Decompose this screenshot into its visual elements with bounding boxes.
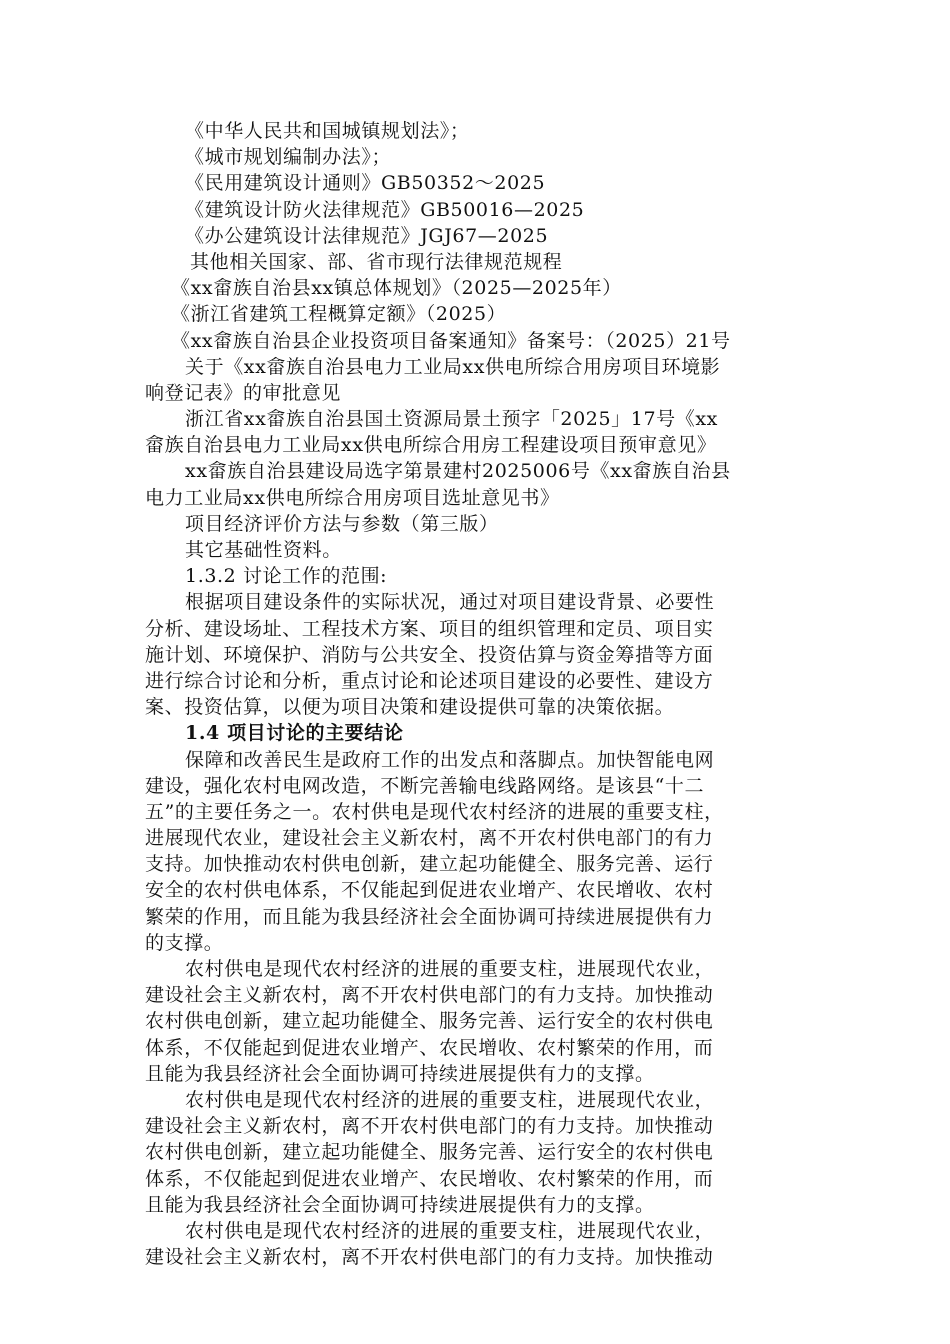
scope-paragraph-line: 分析、建设场址、工程技术方案、项目的组织管理和定员、项目实 [145, 617, 714, 640]
repeat-paragraph-line: 农村供电创新，建立起功能健全、服务完善、运行安全的农村供电 [145, 1141, 714, 1164]
repeat-paragraph-line: 且能为我县经济社会全面协调可持续进展提供有力的支撑。 [145, 1193, 655, 1216]
repeat-paragraph-line: 农村供电是现代农村经济的进展的重要支柱，进展现代农业， [185, 1088, 715, 1111]
conclusion-paragraph-line: 五”的主要任务之一。农村供电是现代农村经济的进展的重要支柱， [145, 800, 724, 823]
repeat-paragraph-line: 体系，不仅能起到促进农业增产、农民增收、农村繁荣的作用，而 [145, 1036, 714, 1059]
ref-land-pre-review: 浙江省xx畲族自治县国土资源局景土预字「2025」17号《xx [185, 408, 718, 431]
ref-office-building-code: 《办公建筑设计法律规范》JGJ67—2025 [185, 224, 549, 247]
repeat-paragraph-line: 体系，不仅能起到促进农业增产、农民增收、农村繁荣的作用，而 [145, 1167, 714, 1190]
ref-site-selection-cont: 电力工业局xx供电所综合用房项目选址意见书》 [145, 486, 560, 509]
scope-paragraph-line: 根据项目建设条件的实际状况，通过对项目建设背景、必要性 [185, 591, 715, 614]
conclusion-paragraph-line: 保障和改善民生是政府工作的出发点和落脚点。加快智能电网 [185, 748, 715, 771]
repeat-paragraph-line: 农村供电是现代农村经济的进展的重要支柱，进展现代农业， [185, 1219, 715, 1242]
ref-environment-approval-cont: 响登记表》的审批意见 [145, 381, 342, 404]
repeat-paragraph-line: 农村供电创新，建立起功能健全、服务完善、运行安全的农村供电 [145, 1010, 714, 1033]
repeat-paragraph-line: 建设社会主义新农村，离不开农村供电部门的有力支持。加快推动 [145, 1115, 714, 1138]
repeat-paragraph-line: 建设社会主义新农村，离不开农村供电部门的有力支持。加快推动 [145, 984, 714, 1007]
repeat-paragraph-line: 农村供电是现代农村经济的进展的重要支柱，进展现代农业， [185, 958, 715, 980]
conclusion-paragraph-line: 进展现代农业，建设社会主义新农村，离不开农村供电部门的有力 [145, 827, 714, 850]
ref-environment-approval: 关于《xx畲族自治县电力工业局xx供电所综合用房项目环境影 [185, 355, 721, 378]
ref-civil-building-code: 《民用建筑设计通则》GB50352～2025 [185, 172, 546, 195]
ref-record-notice: 《xx畲族自治县企业投资项目备案通知》备案号：（2025）21号 [171, 329, 731, 352]
ref-city-planning-method: 《城市规划编制办法》； [185, 146, 392, 169]
ref-budget-quota: 《浙江省建筑工程概算定额》（2025） [171, 303, 507, 326]
scope-paragraph-line: 案、投资估算，以便为项目决策和建设提供可靠的决策依据。 [145, 696, 675, 719]
section-heading-1-4: 1.4 项目讨论的主要结论 [185, 722, 404, 745]
ref-site-selection: xx畲族自治县建设局选字第景建村2025006号《xx畲族自治县 [185, 460, 731, 483]
document-body [145, 118, 815, 1270]
ref-fire-protection-code: 《建筑设计防火法律规范》GB50016—2025 [185, 198, 585, 221]
conclusion-paragraph-line: 的支撑。 [145, 931, 224, 954]
scope-paragraph-line: 施计划、环境保护、消防与公共安全、投资估算与资金筹措等方面 [145, 643, 714, 666]
ref-economic-evaluation: 项目经济评价方法与参数（第三版） [185, 512, 499, 535]
repeat-paragraph-line: 且能为我县经济社会全面协调可持续进展提供有力的支撑。 [145, 1062, 655, 1085]
repeat-paragraph-line: 建设社会主义新农村，离不开农村供电部门的有力支持。加快推动 [145, 1246, 714, 1269]
scope-paragraph-line: 进行综合讨论和分析，重点讨论和论述项目建设的必要性、建设方 [145, 669, 714, 692]
ref-other-regulations: 其他相关国家、部、省市现行法律规范规程 [190, 250, 563, 273]
conclusion-paragraph-line: 繁荣的作用，而且能为我县经济社会全面协调可持续进展提供有力 [145, 905, 714, 928]
conclusion-paragraph-line: 安全的农村供电体系，不仅能起到促进农业增产、农民增收、农村 [145, 879, 714, 902]
section-heading-1-3-2: 1.3.2 讨论工作的范围: [185, 565, 388, 588]
ref-land-pre-review-cont: 畲族自治县电力工业局xx供电所综合用房工程建设项目预审意见》 [145, 434, 717, 457]
ref-town-master-plan: 《xx畲族自治县xx镇总体规划》（2025—2025年） [171, 277, 622, 300]
ref-other-materials: 其它基础性资料。 [185, 539, 342, 561]
conclusion-paragraph-line: 建设，强化农村电网改造，不断完善输电线路网络。是该县“十二 [145, 774, 705, 797]
ref-urban-planning-law: 《中华人民共和国城镇规划法》； [185, 120, 470, 142]
conclusion-paragraph-line: 支持。加快推动农村供电创新，建立起功能健全、服务完善、运行 [145, 853, 714, 876]
